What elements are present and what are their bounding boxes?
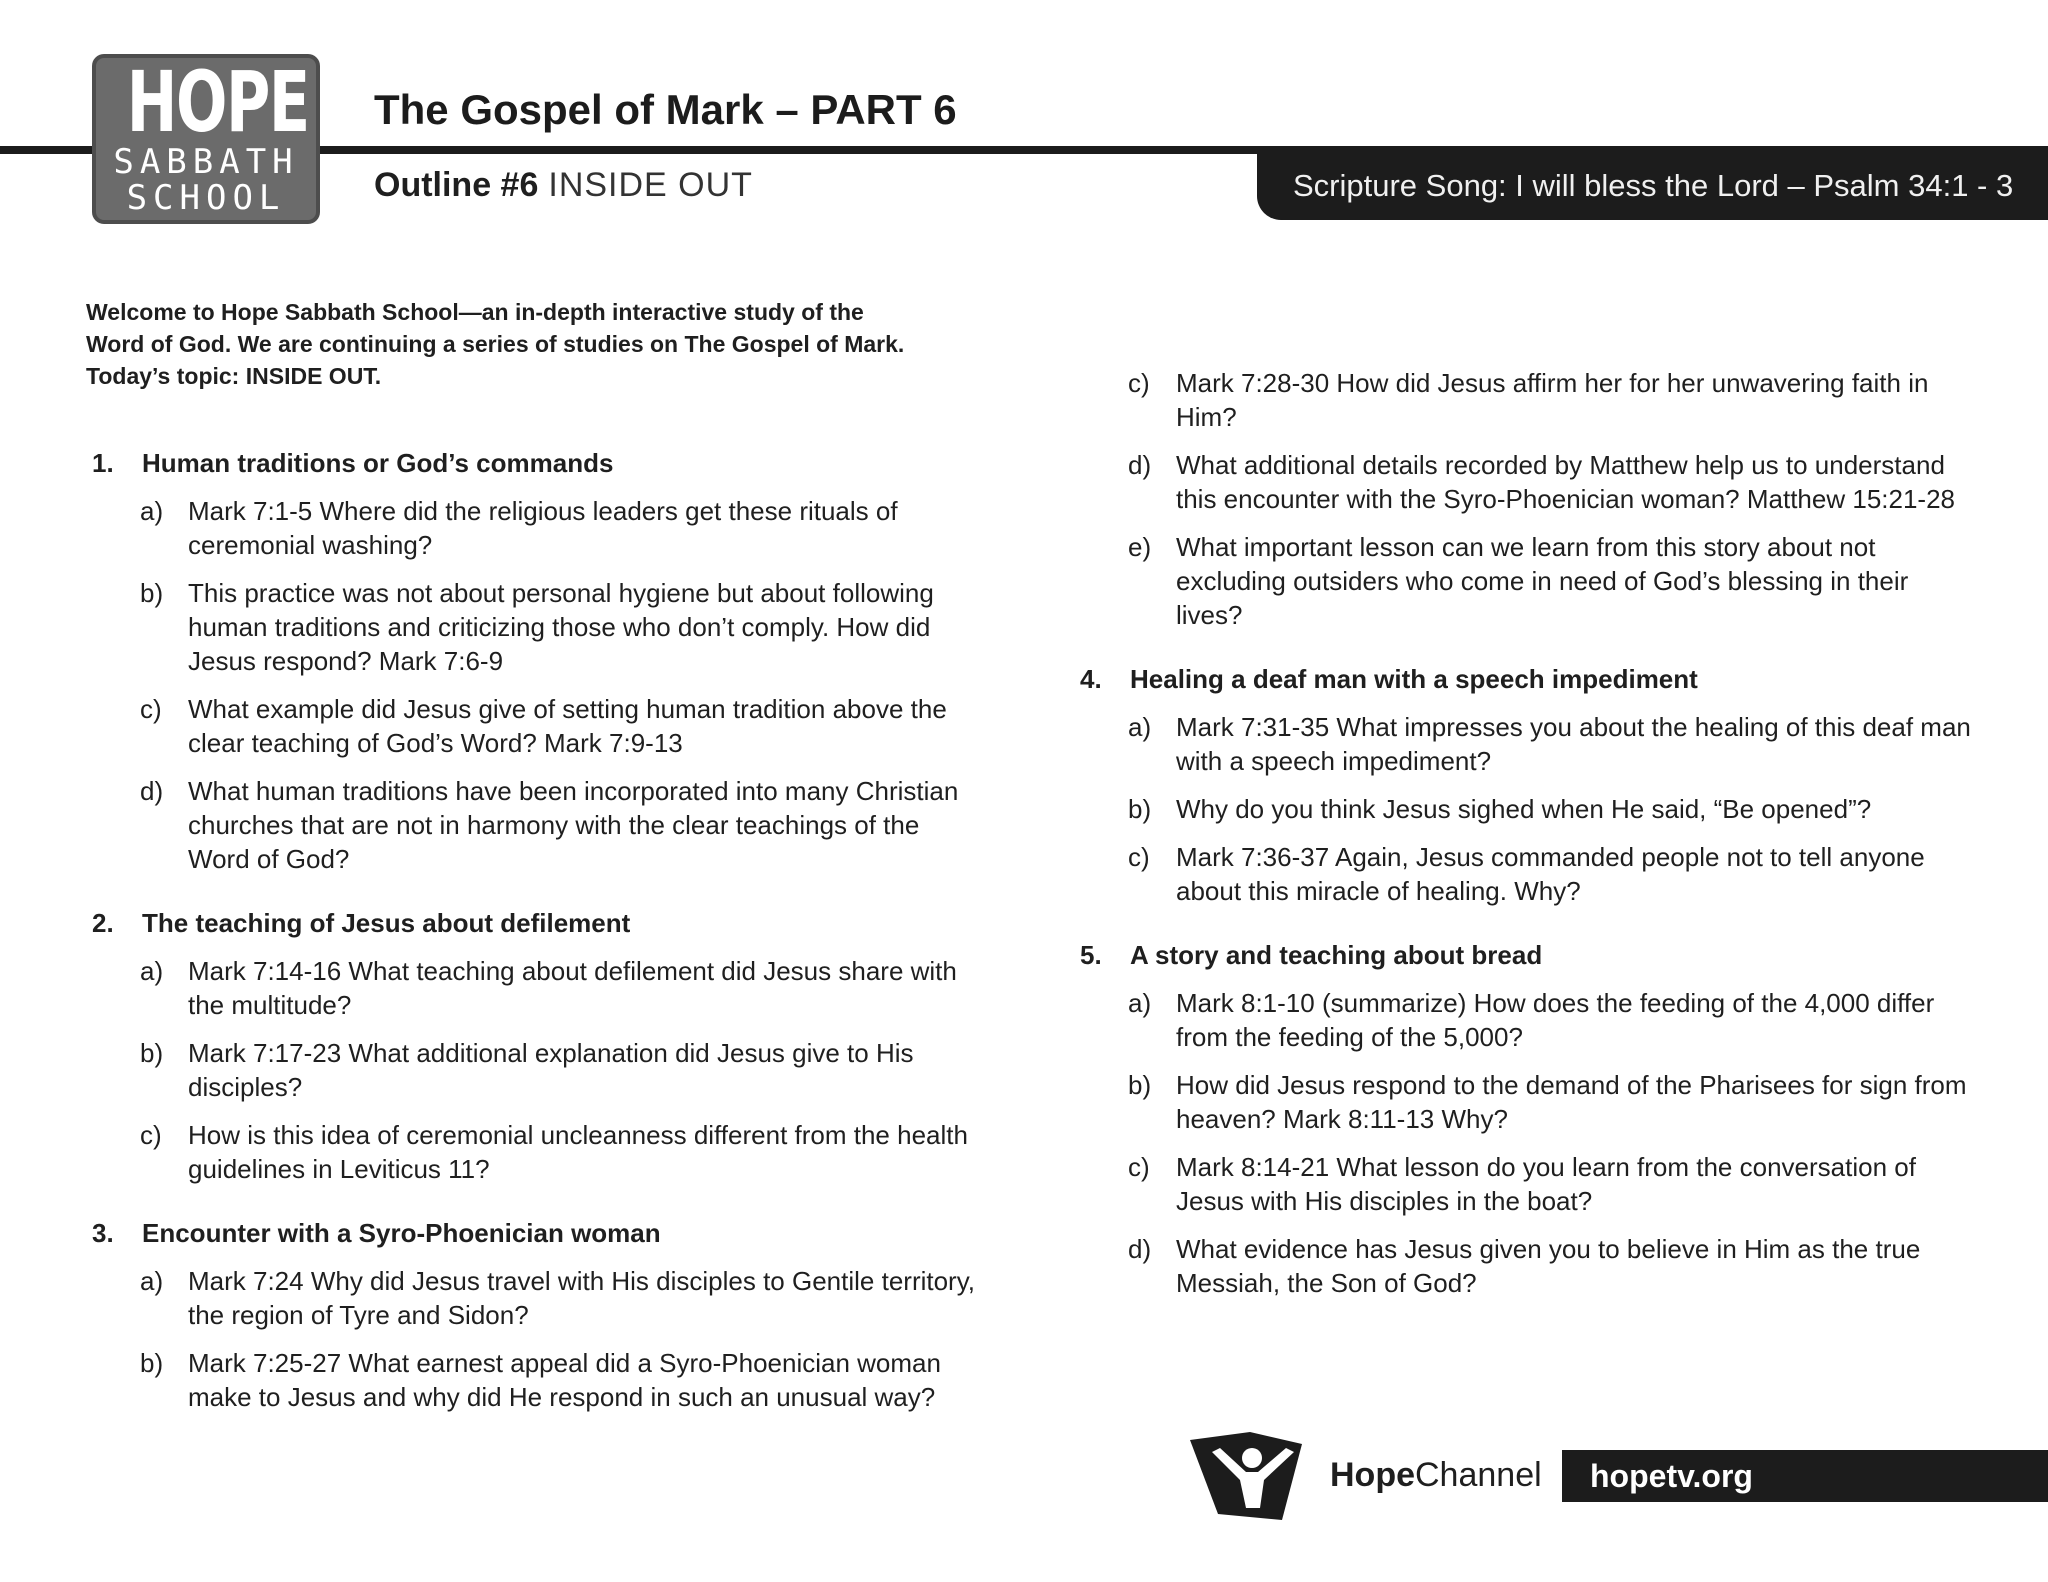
item-text: Mark 7:14-16 What teaching about defilement did Jesus share with the multitude? <box>188 956 957 1020</box>
brand-hope: Hope <box>1330 1456 1415 1494</box>
list-item <box>86 576 986 678</box>
item-text: Mark 7:24 Why did Jesus travel with His disciples to Gentile territory, the region of Tyre and Sidon? <box>188 1266 976 1330</box>
hope-channel-brand <box>1330 1456 1542 1495</box>
hope-channel-figure-icon <box>1190 1432 1310 1522</box>
outline-line <box>374 166 753 205</box>
logo-sabbath: SABBATH <box>113 142 299 182</box>
item-letter: e) <box>1128 532 1152 562</box>
intro-line-1: Welcome to Hope Sabbath School—an in-depth interactive study of the <box>86 299 864 325</box>
list-item <box>1074 448 1974 516</box>
item-letter: d) <box>1128 450 1152 480</box>
list-item <box>1074 1232 1974 1300</box>
item-letter: a) <box>140 496 164 526</box>
list-item <box>86 1264 986 1332</box>
list-item <box>86 494 986 562</box>
item-letter: c) <box>140 1120 162 1150</box>
section-heading <box>86 1216 986 1250</box>
item-text: Mark 7:36-37 Again, Jesus commanded people not to tell anyone about this miracle of healing. Why? <box>1176 842 1925 906</box>
section-title: The teaching of Jesus about defilement <box>142 908 631 938</box>
item-letter: c) <box>1128 842 1150 872</box>
website-bar <box>1562 1450 2048 1502</box>
list-item <box>86 1036 986 1104</box>
item-letter: d) <box>1128 1234 1152 1264</box>
left-column <box>86 446 986 1444</box>
item-letter: c) <box>1128 1152 1150 1182</box>
list-item <box>1074 366 1974 434</box>
item-text: What additional details recorded by Matthew help us to understand this encounter with the Syro-Phoenician woman? Matthew 15:21-28 <box>1176 450 1955 514</box>
section-heading <box>86 446 986 480</box>
item-text: Mark 7:31-35 What impresses you about the healing of this deaf man with a speech impediment? <box>1176 712 1971 776</box>
website-url[interactable]: hopetv.org <box>1590 1458 1753 1494</box>
section-number: 4. <box>1080 664 1102 694</box>
page-title: The Gospel of Mark – PART 6 <box>374 86 957 133</box>
list-item <box>86 954 986 1022</box>
list-item <box>86 1118 986 1186</box>
item-text: What evidence has Jesus given you to believe in Him as the true Messiah, the Son of God? <box>1176 1234 1921 1298</box>
item-letter: a) <box>140 956 164 986</box>
item-text: Mark 7:28-30 How did Jesus affirm her for her unwavering faith in Him? <box>1176 368 1929 432</box>
intro-line-3: Today’s topic: INSIDE OUT. <box>86 363 382 389</box>
item-letter: b) <box>1128 794 1152 824</box>
item-letter: c) <box>1128 368 1150 398</box>
right-column <box>1074 366 1974 1330</box>
item-text: What important lesson can we learn from this story about not excluding outsiders who come in need of God’s blessing in their lives? <box>1176 532 1909 630</box>
section-4 <box>1074 662 1974 908</box>
item-text: How is this idea of ceremonial uncleanness different from the health guidelines in Leviticus 11? <box>188 1120 968 1184</box>
logo-school: SCHOOL <box>126 178 286 218</box>
list-item <box>1074 710 1974 778</box>
item-text: This practice was not about personal hygiene but about following human traditions and criticizing those who don’t comply. How did Jesus respond? Mark 7:6-9 <box>188 578 934 676</box>
section-heading <box>1074 938 1974 972</box>
intro-paragraph <box>86 296 986 392</box>
hope-sabbath-school-logo <box>92 54 320 224</box>
item-text: Mark 8:1-10 (summarize) How does the feeding of the 4,000 differ from the feeding of the 5,000? <box>1176 988 1935 1052</box>
list-item <box>1074 986 1974 1054</box>
list-item <box>1074 840 1974 908</box>
logo-hope: HOPE <box>126 54 309 151</box>
outline-topic: INSIDE OUT <box>548 166 753 204</box>
list-item <box>1074 1150 1974 1218</box>
section-5 <box>1074 938 1974 1300</box>
section-3 <box>86 1216 986 1414</box>
item-letter: d) <box>140 776 164 806</box>
list-item <box>86 774 986 876</box>
section-title: Healing a deaf man with a speech impediment <box>1130 664 1698 694</box>
section-1 <box>86 446 986 876</box>
section-number: 3. <box>92 1218 114 1248</box>
section-title: Encounter with a Syro-Phoenician woman <box>142 1218 661 1248</box>
section-3-continued <box>1074 366 1974 632</box>
list-item <box>86 692 986 760</box>
section-title: A story and teaching about bread <box>1130 940 1543 970</box>
section-heading <box>1074 662 1974 696</box>
section-title: Human traditions or God’s commands <box>142 448 614 478</box>
item-text: What example did Jesus give of setting human tradition above the clear teaching of God’s Word? Mark 7:9-13 <box>188 694 947 758</box>
item-letter: a) <box>1128 988 1152 1018</box>
section-number: 1. <box>92 448 114 478</box>
list-item <box>1074 792 1974 826</box>
item-text: Mark 8:14-21 What lesson do you learn from the conversation of Jesus with His disciples in the boat? <box>1176 1152 1916 1216</box>
list-item <box>1074 1068 1974 1136</box>
item-letter: b) <box>140 578 164 608</box>
item-text: Why do you think Jesus sighed when He said, “Be opened”? <box>1176 794 1872 824</box>
list-item <box>1074 530 1974 632</box>
item-letter: b) <box>140 1348 164 1378</box>
item-letter: a) <box>140 1266 164 1296</box>
brand-channel: Channel <box>1415 1456 1542 1494</box>
outline-label: Outline #6 <box>374 166 539 204</box>
item-text: Mark 7:25-27 What earnest appeal did a Syro-Phoenician woman make to Jesus and why did He respond in such an unusual way? <box>188 1348 941 1412</box>
item-letter: b) <box>1128 1070 1152 1100</box>
item-text: Mark 7:17-23 What additional explanation did Jesus give to His disciples? <box>188 1038 914 1102</box>
item-letter: a) <box>1128 712 1152 742</box>
list-item <box>86 1346 986 1414</box>
scripture-song-bar <box>1257 154 2048 220</box>
item-text: Mark 7:1-5 Where did the religious leaders get these rituals of ceremonial washing? <box>188 496 898 560</box>
section-2 <box>86 906 986 1186</box>
item-letter: c) <box>140 694 162 724</box>
item-text: How did Jesus respond to the demand of the Pharisees for sign from heaven? Mark 8:11-13 Why? <box>1176 1070 1967 1134</box>
intro-line-2: Word of God. We are continuing a series of studies on The Gospel of Mark. <box>86 331 905 357</box>
section-number: 2. <box>92 908 114 938</box>
item-text: What human traditions have been incorporated into many Christian churches that are not in harmony with the clear teachings of the Word of God? <box>188 776 959 874</box>
scripture-song: Scripture Song: I will bless the Lord – Psalm 34:1 - 3 <box>1293 168 2014 203</box>
section-heading <box>86 906 986 940</box>
item-letter: b) <box>140 1038 164 1068</box>
section-number: 5. <box>1080 940 1102 970</box>
